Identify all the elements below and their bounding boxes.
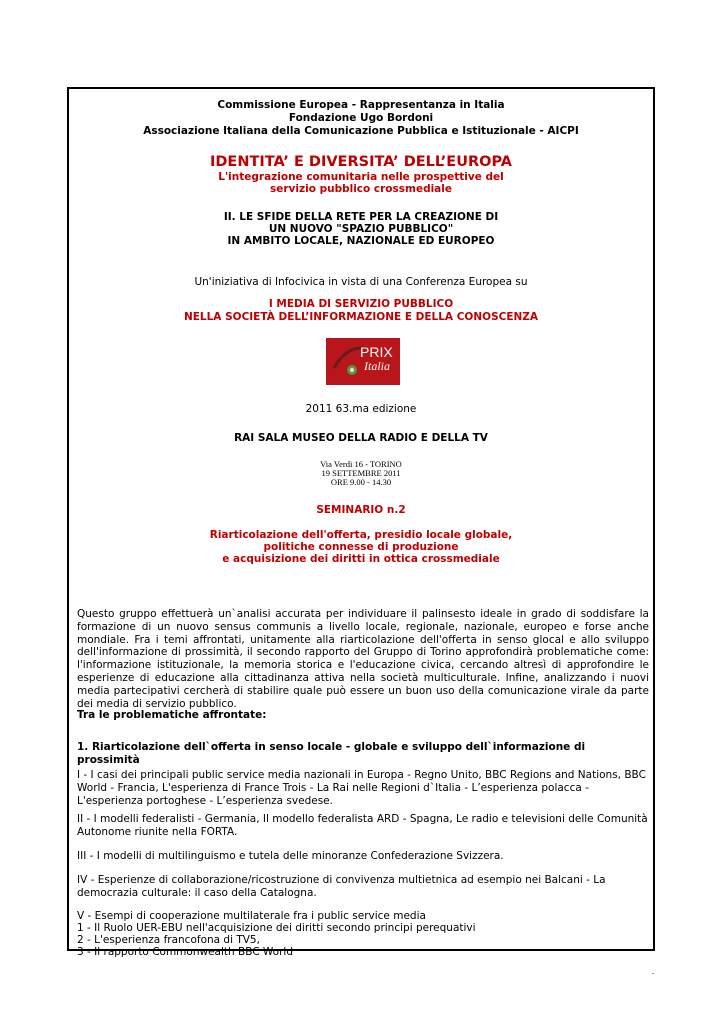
list-item-i: I - I casi dei principali public service media nazionali in Europa - Regno Unito, BBC Regions and Nations, BBC World - Francia, L'esperienza di France Trois - La Rai nelle Regioni d`Italia - L’esperienza polacca - L'esperienza portoghese - L’esperienza svedese. [77, 769, 646, 807]
header-line-1: Commissione Europea - Rappresentanza in Italia [217, 99, 505, 111]
seminar-title-line-2: politiche connesse di produzione [263, 541, 459, 553]
section-heading-line-3: IN AMBITO LOCALE, NAZIONALE ED EUROPEO [227, 235, 495, 247]
list-item-ii: II - I modelli federalisti - Germania, Il modello federalista ARD - Spagna, Le radio e televisioni delle Comunità Autonome riunite nella FORTA. [77, 813, 648, 838]
intro-paragraph: Questo gruppo effettuerà un`analisi accurata per individuare il palinsesto ideale in grado di soddisfare la formazione di un nuovo sensus communis a livello locale, regionale, nazionale, europeo e forse anche mondiale. Fra i temi affrontati, unitamente alla riarticolazione dell'offerta in senso glocal e allo sviluppo dell'informazione di prossimità, il secondo rapporto del Gruppo di Torino approfondirà problematiche come: l'informazione istituzionale, la memoria storica e l'educazione civica, cercando altresì di approfondire le esperienze di educazione alla cittadinanza attiva nella società multiculturale. Infine, analizzando i nuovi media partecipativi cercherà di stabilire quale può essere un buon uso della comunicazione virale da parte dei media di servizio pubblico. [77, 608, 649, 710]
point-1-heading: 1. Riarticolazione dell`offerta in senso locale - globale e sviluppo dell`informazione di prossimità [77, 741, 586, 766]
section-heading-line-1: II. LE SFIDE DELLA RETE PER LA CREAZIONE DI [223, 211, 499, 223]
subtitle-line-2: servizio pubblico crossmediale [270, 183, 452, 195]
list-item-iii: III - I modelli di multilinguismo e tutela delle minoranze Confederazione Svizzera. [77, 850, 504, 862]
svg-text:PRIX: PRIX [360, 344, 393, 360]
list-subitem-v-1: 1 - Il Ruolo UER-EBU nell'acquisizione dei diritti secondo principi perequativi [77, 922, 476, 934]
media-heading-line-2: NELLA SOCIETÀ DELL’INFORMAZIONE E DELLA CONOSCENZA [183, 311, 539, 323]
list-item-iv: IV - Esperienze di collaborazione/ricostruzione di convivenza multietnica ad esempio nei Balcani - La democrazia culturale: il caso della Catalogna. [77, 874, 606, 899]
venue-heading: RAI SALA MUSEO DELLA RADIO E DELLA TV [234, 432, 488, 444]
event-date: 19 SETTEMBRE 2011 [321, 468, 401, 478]
initiative-text: Un'iniziativa di Infocivica in vista di una Conferenza Europea su [194, 276, 528, 288]
event-time: ORE 9.00 - 14.30 [330, 477, 392, 487]
problems-heading: Tra le problematiche affrontate: [77, 709, 267, 721]
page-mark [652, 973, 654, 974]
seminar-title-line-3: e acquisizione dei diritti in ottica crossmediale [222, 553, 500, 565]
edition-text: 2011 63.ma edizione [305, 403, 417, 415]
document-title: IDENTITA’ E DIVERSITA’ DELL’EUROPA [210, 154, 512, 170]
prix-italia-logo [326, 338, 400, 385]
list-subitem-v-3: 3 - Il rapporto Commonwealth BBC World [77, 946, 293, 958]
section-heading-line-2: UN NUOVO "SPAZIO PUBBLICO" [268, 223, 454, 235]
header-line-3: Associazione Italiana della Comunicazione Pubblica e Istituzionale - AICPI [143, 125, 579, 137]
document-frame [67, 87, 655, 958]
seminar-label: SEMINARIO n.2 [316, 504, 406, 516]
prix-italia-logo-graphic [326, 338, 400, 385]
header-line-2: Fondazione Ugo Bordoni [288, 112, 434, 124]
list-subitem-v-2: 2 - L'esperienza francofona di TV5, [77, 934, 260, 946]
seminar-title-line-1: Riarticolazione dell'offerta, presidio locale globale, [209, 529, 513, 541]
list-item-v: V - Esempi di cooperazione multilaterale fra i public service media [77, 910, 426, 922]
media-heading-line-1: I MEDIA DI SERVIZIO PUBBLICO [268, 298, 454, 310]
subtitle-line-1: L'integrazione comunitaria nelle prospettive del [218, 171, 504, 183]
venue-address: Via Verdi 16 - TORINO [320, 459, 402, 469]
svg-text:Italia: Italia [364, 359, 390, 373]
